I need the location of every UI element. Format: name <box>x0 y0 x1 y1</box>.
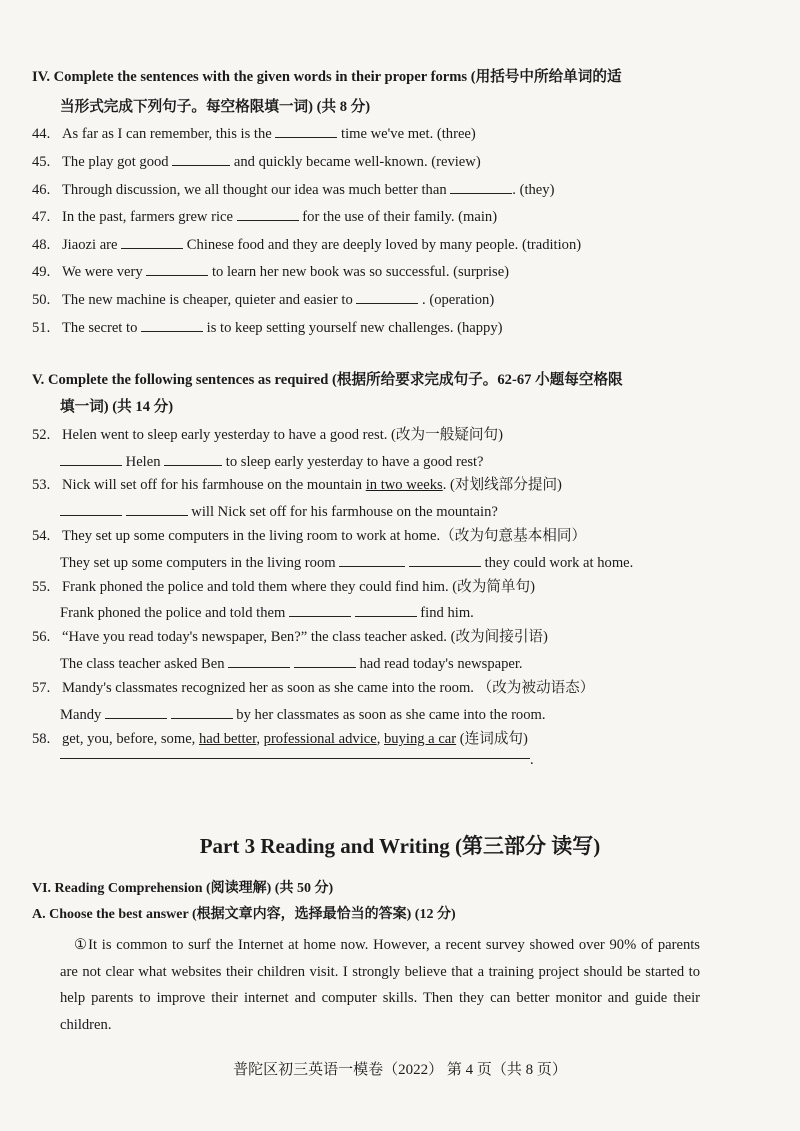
reading-paragraph-1: ①It is common to surf the Internet at home now. However, a recent survey showed over 90% of parents are not clear what websites their children visit. I strongly believe that a training project should be started to help parents to improve their internet and computer skills. Then they can better monitor and guide their children. <box>60 937 700 1033</box>
page-footer: 普陀区初三英语一模卷（2022） 第 4 页（共 8 页） <box>233 1062 567 1078</box>
question-47: 47. In the past, farmers grew rice for the use of their family. (main) <box>32 209 498 225</box>
section-v-heading-cont: 填一词) (共 14 分) <box>60 399 174 415</box>
question-55: 55. Frank phoned the police and told them where they could find him. (改为简单句) <box>32 579 535 595</box>
section-v-heading: V. Complete the following sentences as required (根据所给要求完成句子。62-67 小题每空格限 <box>32 372 623 388</box>
answer-blank[interactable] <box>228 654 290 668</box>
question-52: 52. Helen went to sleep early yesterday to have a good rest. (改为一般疑问句) <box>32 427 503 443</box>
answer-blank[interactable] <box>126 502 188 516</box>
answer-blank[interactable] <box>356 290 418 304</box>
answer-blank[interactable] <box>409 553 481 567</box>
question-57-answer: Mandy by her classmates as soon as she came into the room. <box>60 707 546 723</box>
question-46: 46. Through discussion, we all thought our idea was much better than . (they) <box>32 182 555 198</box>
question-50: 50. The new machine is cheaper, quieter and easier to . (operation) <box>32 292 495 308</box>
question-54-answer: They set up some computers in the living room they could work at home. <box>60 555 634 571</box>
answer-blank[interactable] <box>275 124 337 138</box>
answer-blank[interactable] <box>289 603 351 617</box>
answer-blank[interactable] <box>294 654 356 668</box>
answer-blank[interactable] <box>339 553 405 567</box>
question-45: 45. The play got good and quickly became well-known. (review) <box>32 154 481 170</box>
answer-blank[interactable] <box>171 705 233 719</box>
part-3-title: Part 3 Reading and Writing (第三部分 读写) <box>199 834 601 858</box>
question-44: 44. As far as I can remember, this is the time we've met. (three) <box>32 126 476 142</box>
question-58: 58. get, you, before, some, had better, professional advice, buying a car (连词成句) <box>32 731 528 747</box>
question-54: 54. They set up some computers in the living room to work at home.（改为句意基本相同） <box>32 528 587 544</box>
answer-blank[interactable] <box>60 502 122 516</box>
answer-line[interactable] <box>60 758 530 759</box>
answer-blank[interactable] <box>60 452 122 466</box>
section-iv-heading-cont: 当形式完成下列句子。每空格限填一词) (共 8 分) <box>60 99 371 115</box>
question-53: 53. Nick will set off for his farmhouse on the mountain in two weeks. (对划线部分提问) <box>32 477 562 493</box>
answer-blank[interactable] <box>172 152 230 166</box>
section-vi-heading: VI. Reading Comprehension (阅读理解) (共 50 分) <box>32 881 334 896</box>
question-49: 49. We were very to learn her new book was so successful. (surprise) <box>32 264 510 280</box>
question-55-answer: Frank phoned the police and told them find him. <box>60 605 474 621</box>
question-51: 51. The secret to is to keep setting yourself new challenges. (happy) <box>32 320 503 336</box>
question-53-answer: will Nick set off for his farmhouse on the mountain? <box>60 502 498 521</box>
section-iv-heading: IV. Complete the sentences with the given words in their proper forms (用括号中所给单词的适 <box>32 69 622 85</box>
answer-blank[interactable] <box>146 262 208 276</box>
question-57: 57. Mandy's classmates recognized her as soon as she came into the room. （改为被动语态） <box>32 680 595 696</box>
answer-blank[interactable] <box>355 603 417 617</box>
question-56: 56. “Have you read today's newspaper, Ben?” the class teacher asked. (改为间接引语) <box>32 629 548 645</box>
question-48: 48. Jiaozi are Chinese food and they are deeply loved by many people. (tradition) <box>32 237 582 253</box>
answer-blank[interactable] <box>237 207 299 221</box>
question-52-answer: Helen to sleep early yesterday to have a good rest? <box>60 452 484 471</box>
answer-line-period: . <box>530 752 534 768</box>
question-56-answer: The class teacher asked Ben had read today's newspaper. <box>60 656 523 672</box>
answer-blank[interactable] <box>141 318 203 332</box>
answer-blank[interactable] <box>450 180 512 194</box>
answer-blank[interactable] <box>164 452 222 466</box>
answer-blank[interactable] <box>105 705 167 719</box>
section-vi-a-heading: A. Choose the best answer (根据文章内容，选择最恰当的答案) (12 分) <box>32 907 456 922</box>
answer-blank[interactable] <box>121 235 183 249</box>
